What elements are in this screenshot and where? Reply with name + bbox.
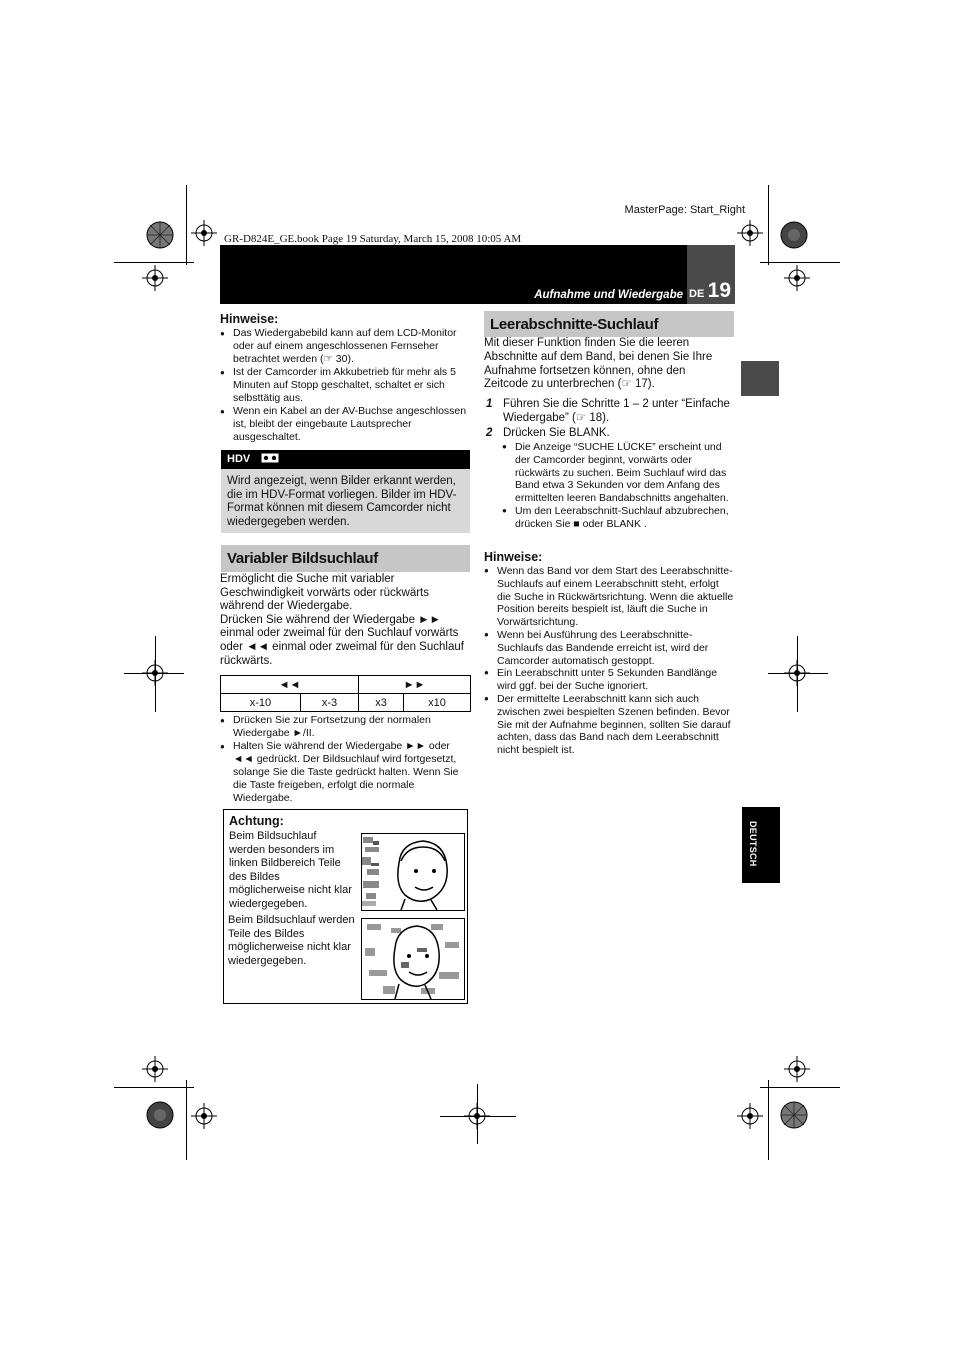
left-column [220,312,470,444]
variable-notes-list [220,714,472,805]
list-item: ● Um den Leerabschnitt-Suchlauf abzubrechen, drücken Sie ■ oder BLANK . [502,505,735,531]
crop-mark [760,1087,840,1088]
color-wheel-icon [146,1101,174,1129]
caution-heading: Achtung: [229,814,284,828]
crop-mark [114,1087,194,1088]
step-number: 2 [486,427,493,439]
registration-target-icon [784,1056,810,1082]
crop-mark [186,1080,187,1160]
crop-mark [114,262,194,263]
variable-intro-text: Ermöglicht die Suche mit variabler Geschwindigkeit vorwärts oder rückwärts während der Wiedergabe. [220,573,429,613]
color-wheel-icon [146,221,174,249]
language-tab-label: DEUTSCH [748,821,758,867]
registration-target-icon [191,220,217,246]
variable-search-intro [220,573,472,668]
list-item: ● Die Anzeige “SUCHE LÜCKE” erscheint und der Camcorder beginnt, vorwärts oder rückwärts zu suchen. Beim Suchlauf wird das Band etwa 3 Sekunden vor dem Anfang des ermittelten leeren Bandabschnitts angehalten. [502,441,735,505]
distorted-face-image [361,918,465,1000]
blank-search-heading: Leerabschnitte-Suchlauf [484,311,734,337]
crop-mark [440,1116,516,1117]
rewind-header: ◄◄ [221,676,359,694]
registration-target-icon [737,1103,763,1129]
blank-search-intro: Mit dieser Funktion finden Sie die leeren Abschnitte auf dem Band, bei denen Sie Ihre Aufnahme fortsetzen können, ohne den Zeitcode zu unterbrechen (☞ 17). [484,337,713,391]
hdv-bar [221,450,470,469]
step-number: 1 [486,398,493,410]
registration-target-icon [737,220,763,246]
registration-target-icon [142,1056,168,1082]
list-item: ● Drücken Sie zur Fortsetzung der normalen Wiedergabe ►/II. [220,714,472,740]
registration-target-icon [784,660,810,686]
notes-list [220,327,470,444]
step-1-text: Führen Sie die Schritte 1 – 2 unter “Einfache Wiedergabe” (☞ 18). [503,398,730,424]
color-wheel-icon [780,1101,808,1129]
speed-cell: x10 [404,694,471,712]
distorted-face-image [361,833,465,911]
crop-mark [768,1080,769,1160]
masterpage-label: MasterPage: Start_Right [624,204,745,216]
blank-notes-list [484,565,734,757]
step-2-text: Drücken Sie BLANK. [503,427,610,439]
list-item: ● Halten Sie während der Wiedergabe ►► oder ◄◄ gedrückt. Der Bildsuchlauf wird fortgesetzt, solange Sie die Taste gedrückt halten. Wenn Sie die Taste freigeben, erfolgt die normale Wiedergabe. [220,740,472,805]
book-info-line: GR-D824E_GE.book Page 19 Saturday, March 15, 2008 10:05 AM [224,233,522,245]
crop-mark [768,185,769,265]
variable-search-heading: Variabler Bildsuchlauf [221,545,470,572]
language-tab [742,807,780,883]
header-bar [220,245,687,304]
hdv-description: Wird angezeigt, wenn Bilder erkannt werden, die im HDV-Format vorliegen. Bilder im HDV-Format können mit diesem Camcorder nicht wiedergegeben werden. [221,469,470,533]
list-item: ● Wenn ein Kabel an der AV-Buchse angeschlossen ist, bleibt der eingebaute Lautsprecher ausgeschaltet. [220,405,470,444]
notes-heading: Hinweise: [484,550,543,564]
variable-instruction-text: Drücken Sie während der Wiedergabe ►► einmal oder zweimal für den Suchlauf vorwärts oder ◄◄ einmal oder zweimal für den Suchlauf rückwärts. [220,613,464,667]
speed-cell: x-10 [221,694,301,712]
page-number-box [687,245,735,304]
crop-mark [477,1084,478,1144]
caution-box [223,809,468,1004]
list-item: ● Wenn bei Ausführung des Leerabschnitte-Suchlaufs das Bandende erreicht ist, wird der Camcorder automatisch gestoppt. [484,629,734,667]
list-item: ● Ist der Camcorder im Akkubetrieb für mehr als 5 Minuten auf Stopp geschaltet, schaltet er sich selbsttätig aus. [220,366,470,405]
notes-heading: Hinweise: [220,312,279,326]
list-item: ● Das Wiedergabebild kann auf dem LCD-Monitor oder auf einem angeschlossenen Fernseher betrachtet werden (☞ 30). [220,327,470,366]
registration-target-icon [142,265,168,291]
crop-mark [760,262,840,263]
step-2-notes [502,441,735,531]
caution-text-1: Beim Bildsuchlauf werden besonders im linken Bildbereich Teile des Bildes möglicherweise nicht klar wiedergegeben. [229,830,352,910]
hdv-label: HDV [227,453,251,465]
speed-cell: x3 [359,694,404,712]
registration-target-icon [142,660,168,686]
list-item: ● Ein Leerabschnitt unter 5 Sekunden Bandlänge wird ggf. bei der Suche ignoriert. [484,667,734,693]
forward-header: ►► [359,676,471,694]
registration-target-icon [191,1103,217,1129]
crop-mark [186,185,187,265]
section-title: Aufnahme und Wiedergabe [534,289,683,301]
list-item: ● Der ermittelte Leerabschnitt kann sich auch zwischen zwei bespielten Szenen befinden. Bevor Sie mit der Aufnahme beginnen, sollten Sie darauf achten, dass das Band nach dem Leerabschnitt nicht bespielt ist. [484,693,734,757]
registration-target-icon [784,265,810,291]
caution-text-2: Beim Bildsuchlauf werden Teile des Bildes möglicherweise nicht klar wiedergegeben. [228,914,355,967]
page-number: 19 [707,279,731,302]
speed-table [220,675,471,712]
tape-icon [261,453,279,463]
language-code: DE [689,288,705,300]
side-tab-gray [741,361,779,396]
list-item: ● Wenn das Band vor dem Start des Leerabschnitte-Suchlaufs auf einem Leerabschnitt steht, erfolgt die Suche in Rückwärtsrichtung. Wenn die aktuelle Position bereits bespielt ist, läuft die Suche in Vorwärtsrichtung. [484,565,734,629]
color-wheel-icon [780,221,808,249]
speed-cell: x-3 [300,694,358,712]
